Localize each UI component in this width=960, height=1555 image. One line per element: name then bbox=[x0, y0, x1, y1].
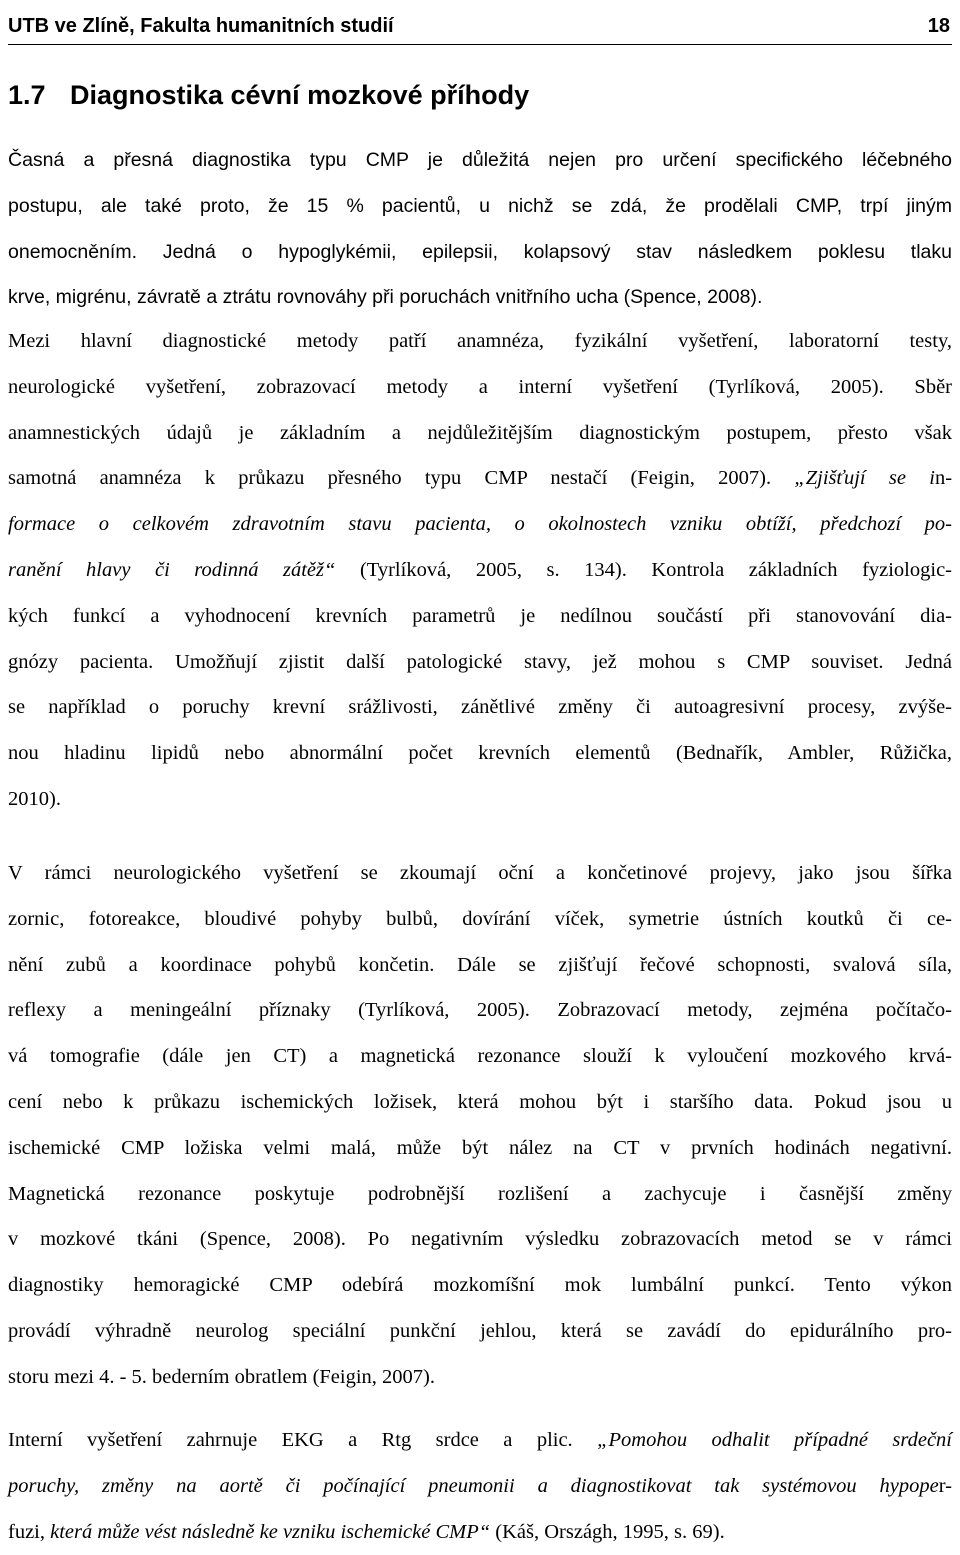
text-line: se například o poruchy krevní srážlivosti, zánětlivé změny či autoagresivní procesy, zvýše- bbox=[8, 696, 952, 719]
text-line: reflexy a meningeální příznaky (Tyrlíková, 2005). Zobrazovací metody, zejména počítačo- bbox=[8, 999, 952, 1022]
paragraph-4 bbox=[8, 1418, 952, 1555]
text-line: Mezi hlavní diagnostické metody patří anamnéza, fyzikální vyšetření, laboratorní testy, bbox=[8, 330, 952, 352]
text-line: nou hladinu lipidů nebo abnormální počet krevních elementů (Bednařík, Ambler, Růžička, bbox=[8, 742, 952, 765]
text-span: Interní vyšetření zahrnuje EKG a Rtg srdce a plic. bbox=[8, 1429, 573, 1451]
text-line: zornic, fotoreakce, bloudivé pohyby bulbů, dovírání víček, symetrie ústních koutků či ce- bbox=[8, 907, 952, 930]
text-line: V rámci neurologického vyšetření se zkoumají oční a končetinové projevy, jako jsou šířka bbox=[8, 862, 952, 884]
text-line: onemocněním. Jedná o hypoglykémii, epilepsii, kolapsový stav následkem poklesu tlaku bbox=[8, 240, 952, 263]
paragraph-1 bbox=[8, 138, 952, 321]
section-heading bbox=[8, 80, 529, 111]
text-line bbox=[8, 1464, 952, 1510]
text-line bbox=[8, 1418, 952, 1464]
text-span: (Káš, Országh, 1995, s. 69). bbox=[495, 1520, 725, 1543]
text-line bbox=[8, 502, 952, 548]
text-line: Magnetická rezonance poskytuje podrobnější rozlišení a zachycuje i časnější změny bbox=[8, 1182, 952, 1205]
section-number: 1.7 bbox=[8, 80, 46, 110]
text-line: cení nebo k průkazu ischemických ložisek, která mohou být i staršího data. Pokud jsou u bbox=[8, 1090, 952, 1113]
text-span: fuzi, bbox=[8, 1520, 45, 1543]
text-line: Časná a přesná diagnostika typu CMP je důležitá nejen pro určení specifického léčebného bbox=[8, 149, 952, 171]
text-line: anamnestických údajů je základním a nejdůležitějším diagnostickým postupem, přesto však bbox=[8, 421, 952, 444]
text-line: 2010). bbox=[8, 787, 61, 810]
text-line: kých funkcí a vyhodnocení krevních parametrů je nedílnou součástí při stanovování dia- bbox=[8, 604, 952, 627]
text-line: neurologické vyšetření, zobrazovací metody a interní vyšetření (Tyrlíková, 2005). Sběr bbox=[8, 375, 952, 398]
paragraph-2 bbox=[8, 319, 952, 823]
text-line: storu mezi 4. - 5. bederním obratlem (Feigin, 2007). bbox=[8, 1365, 435, 1388]
quote-span: poruchy, změny na aortě či počínající pneumonii a diagnostikovat tak systémovou hypope bbox=[8, 1474, 939, 1497]
text-line: vá tomografie (dále jen CT) a magnetická rezonance slouží k vyloučení mozkového krvá- bbox=[8, 1045, 952, 1068]
section-title: Diagnostika cévní mozkové příhody bbox=[70, 80, 530, 110]
text-line: postupu, ale také proto, že 15 % pacientů, u nichž se zdá, že prodělali CMP, trpí jiným bbox=[8, 194, 952, 217]
text-line bbox=[8, 548, 952, 594]
quote-span: která může vést následně ke vzniku ischemické CMP“ bbox=[50, 1520, 491, 1543]
quote-span: formace o celkovém zdravotním stavu pacienta, o okolnostech vzniku obtíží, předchozí po- bbox=[8, 513, 952, 536]
header-institution: UTB ve Zlíně, Fakulta humanitních studií bbox=[8, 15, 394, 37]
text-line: v mozkové tkáni (Spence, 2008). Po negativním výsledku zobrazovacích metod se v rámci bbox=[8, 1228, 952, 1251]
quote-span: ranění hlavy či rodinná zátěž“ bbox=[8, 558, 336, 581]
header-page-number: 18 bbox=[927, 15, 950, 37]
text-line: nění zubů a koordinace pohybů končetin. Dále se zjišťují řečové schopnosti, svalová síla, bbox=[8, 953, 952, 976]
text-line: diagnostiky hemoragické CMP odebírá mozkomíšní mok lumbální punkcí. Tento výkon bbox=[8, 1274, 952, 1297]
paragraph-3 bbox=[8, 851, 952, 1401]
text-line: krve, migrénu, závratě a ztrátu rovnováhy při poruchách vnitřního ucha (Spence, 2008). bbox=[8, 286, 763, 309]
text-span: (Tyrlíková, 2005, s. 134). Kontrola základních fyziologic- bbox=[359, 558, 953, 581]
text-line: gnózy pacienta. Umožňují zjistit další patologické stavy, jež mohou s CMP souviset. Jedná bbox=[8, 650, 952, 673]
text-line: provádí výhradně neurolog speciální punkční jehlou, která se zavádí do epidurálního pro- bbox=[8, 1319, 952, 1342]
quote-span: „Zjišťují se i bbox=[794, 467, 935, 490]
quote-span: „Pomohou odhalit případné srdeční bbox=[597, 1429, 953, 1451]
text-line bbox=[8, 1510, 952, 1555]
text-line: ischemické CMP ložiska velmi malá, může být nález na CT v prvních hodinách negativní. bbox=[8, 1136, 952, 1159]
text-line bbox=[8, 456, 952, 502]
text-span: samotná anamnéza k průkazu přesného typu CMP nestačí (Feigin, 2007). bbox=[8, 467, 772, 490]
text-span: r- bbox=[938, 1474, 952, 1497]
text-span: n- bbox=[934, 467, 953, 490]
running-header bbox=[8, 0, 952, 45]
